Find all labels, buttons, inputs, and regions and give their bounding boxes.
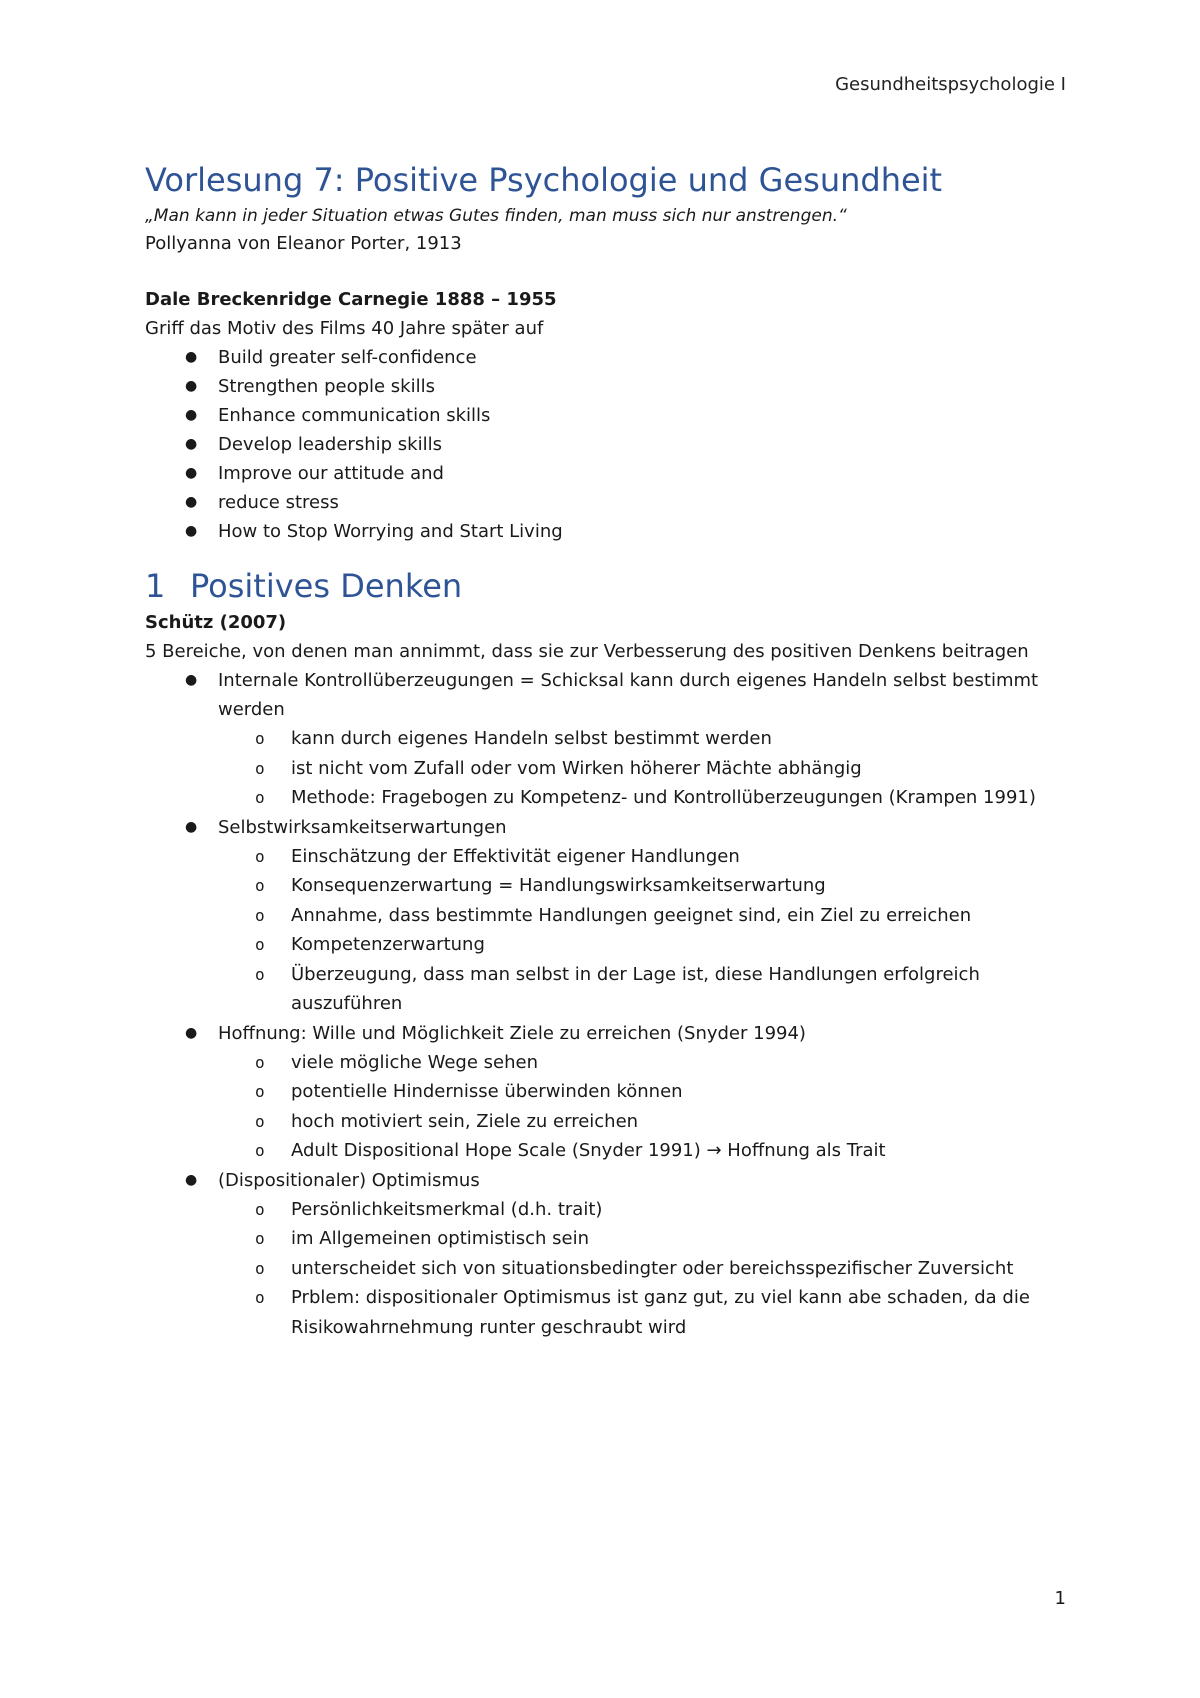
section-subheading: Schütz (2007) [145, 612, 287, 633]
circle-bullet-icon: o [255, 729, 265, 748]
page-title: Vorlesung 7: Positive Psychologie und Gesundheit [145, 161, 943, 199]
bullet-icon: ● [185, 1024, 198, 1041]
circle-bullet-icon: o [255, 1229, 265, 1248]
list-item: ● Improve our attitude and [145, 459, 1065, 488]
document-body [145, 160, 1065, 1342]
carnegie-intro: Griff das Motiv des Films 40 Jahre später auf [145, 318, 544, 339]
bullet-icon: ● [185, 407, 198, 423]
sub-list [218, 1048, 1065, 1166]
sub-list-item: o Konsequenzerwartung = Handlungswirksamkeitserwartung [218, 871, 1065, 901]
list-item: ● Strengthen people skills [145, 372, 1065, 401]
page-header: Gesundheitspsychologie I [835, 74, 1066, 95]
sub-list [218, 1195, 1065, 1343]
bullet-icon: ● [185, 672, 198, 688]
circle-bullet-icon: o [255, 905, 265, 925]
circle-bullet-icon: o [255, 788, 265, 807]
section-list [145, 666, 1065, 1342]
sub-list-item: o Überzeugung, dass man selbst in der Lage ist, diese Handlungen erfolgreich auszuführen [218, 960, 1065, 1019]
list-item: ● reduce stress [145, 488, 1065, 517]
sub-list-item: o Methode: Fragebogen zu Kompetenz- und Kontrollüberzeugungen (Krampen 1991) [218, 783, 1065, 813]
quote: „Man kann in jeder Situation etwas Gutes finden, man muss sich nur anstrengen.“ [145, 206, 847, 226]
circle-bullet-icon: o [255, 876, 265, 895]
list-item: ● Build greater self-confidence [145, 343, 1065, 372]
circle-bullet-icon: o [255, 1111, 265, 1131]
circle-bullet-icon: o [255, 1258, 265, 1278]
quote-source: Pollyanna von Eleanor Porter, 1913 [145, 233, 462, 254]
bullet-icon: ● [185, 436, 198, 452]
circle-bullet-icon: o [255, 1082, 265, 1101]
list-item: ● (Dispositionaler) Optimismus o Persönlichkeitsmerkmal (d.h. trait) o im Allgemeinen optimistisch sein o unterscheidet sich von situationsbedingter oder bereichsspezifischer Zuversicht o Prblem: dispositionaler Optimismus ist ganz gut, zu viel kann abe schaden, da die Risikowahrnehmung runter geschraubt wird [145, 1166, 1065, 1343]
circle-bullet-icon: o [255, 1141, 265, 1160]
carnegie-heading: Dale Breckenridge Carnegie 1888 – 1955 [145, 289, 557, 310]
bullet-icon: ● [185, 465, 198, 481]
sub-list-item: o Einschätzung der Effektivität eigener Handlungen [218, 842, 1065, 872]
sub-list-item: o Annahme, dass bestimmte Handlungen geeignet sind, ein Ziel zu erreichen [218, 901, 1065, 931]
carnegie-list [145, 343, 1065, 546]
sub-list-item: o viele mögliche Wege sehen [218, 1048, 1065, 1078]
circle-bullet-icon: o [255, 1052, 265, 1072]
list-item: ● How to Stop Worrying and Start Living [145, 517, 1065, 546]
sub-list [218, 724, 1065, 813]
section-intro: 5 Bereiche, von denen man annimmt, dass sie zur Verbesserung des positiven Denkens beitragen [145, 641, 1029, 662]
bullet-icon: ● [185, 349, 198, 365]
sub-list-item: o Kompetenzerwartung [218, 930, 1065, 960]
list-item: ● Enhance communication skills [145, 401, 1065, 430]
list-item: ● Hoffnung: Wille und Möglichkeit Ziele zu erreichen (Snyder 1994) o viele mögliche Wege sehen o potentielle Hindernisse überwinden können o hoch motiviert sein, Ziele zu erreichen o Adult Dispositional Hope Scale (Snyder 1991) → Hoffnung als Trait [145, 1019, 1065, 1166]
bullet-icon: ● [185, 523, 198, 539]
circle-bullet-icon: o [255, 846, 265, 866]
bullet-icon: ● [185, 1171, 198, 1188]
section-title: Positives Denken [190, 567, 463, 605]
sub-list-item: o Adult Dispositional Hope Scale (Snyder 1991) → Hoffnung als Trait [218, 1136, 1065, 1166]
section-number: 1 [145, 567, 166, 605]
sub-list-item: o Persönlichkeitsmerkmal (d.h. trait) [218, 1195, 1065, 1225]
circle-bullet-icon: o [255, 758, 265, 778]
sub-list-item: o unterscheidet sich von situationsbedingter oder bereichsspezifischer Zuversicht [218, 1254, 1065, 1284]
bullet-icon: ● [185, 378, 198, 394]
sub-list-item: o hoch motiviert sein, Ziele zu erreichen [218, 1107, 1065, 1137]
sub-list-item: o kann durch eigenes Handeln selbst bestimmt werden [218, 724, 1065, 754]
circle-bullet-icon: o [255, 935, 265, 954]
sub-list-item: o im Allgemeinen optimistisch sein [218, 1224, 1065, 1254]
sub-list-item: o potentielle Hindernisse überwinden können [218, 1077, 1065, 1107]
circle-bullet-icon: o [255, 1199, 265, 1219]
circle-bullet-icon: o [255, 964, 265, 984]
sub-list-item: o Prblem: dispositionaler Optimismus ist ganz gut, zu viel kann abe schaden, da die Risikowahrnehmung runter geschraubt wird [218, 1283, 1065, 1342]
bullet-icon: ● [185, 494, 198, 510]
page-number: 1 [1054, 1588, 1066, 1609]
list-item: ● Internale Kontrollüberzeugungen = Schicksal kann durch eigenes Handeln selbst bestimmt werden o kann durch eigenes Handeln selbst bestimmt werden o ist nicht vom Zufall oder vom Wirken höherer Mächte abhängig o Methode: Fragebogen zu Kompetenz- und Kontrollüberzeugungen (Krampen 1991) [145, 666, 1065, 813]
sub-list [218, 842, 1065, 1019]
bullet-icon: ● [185, 818, 198, 835]
list-item: ● Develop leadership skills [145, 430, 1065, 459]
sub-list-item: o ist nicht vom Zufall oder vom Wirken höherer Mächte abhängig [218, 754, 1065, 784]
list-item: ● Selbstwirksamkeitserwartungen o Einschätzung der Effektivität eigener Handlungen o Konsequenzerwartung = Handlungswirksamkeitserwartung o Annahme, dass bestimmte Handlungen geeignet sind, ein Ziel zu erreichen o Kompetenzerwartung o Überzeugung, dass man selbst in der Lage ist, diese Handlungen erfolgreich auszuführen [145, 813, 1065, 1019]
circle-bullet-icon: o [255, 1288, 265, 1307]
section-heading [145, 566, 1065, 606]
